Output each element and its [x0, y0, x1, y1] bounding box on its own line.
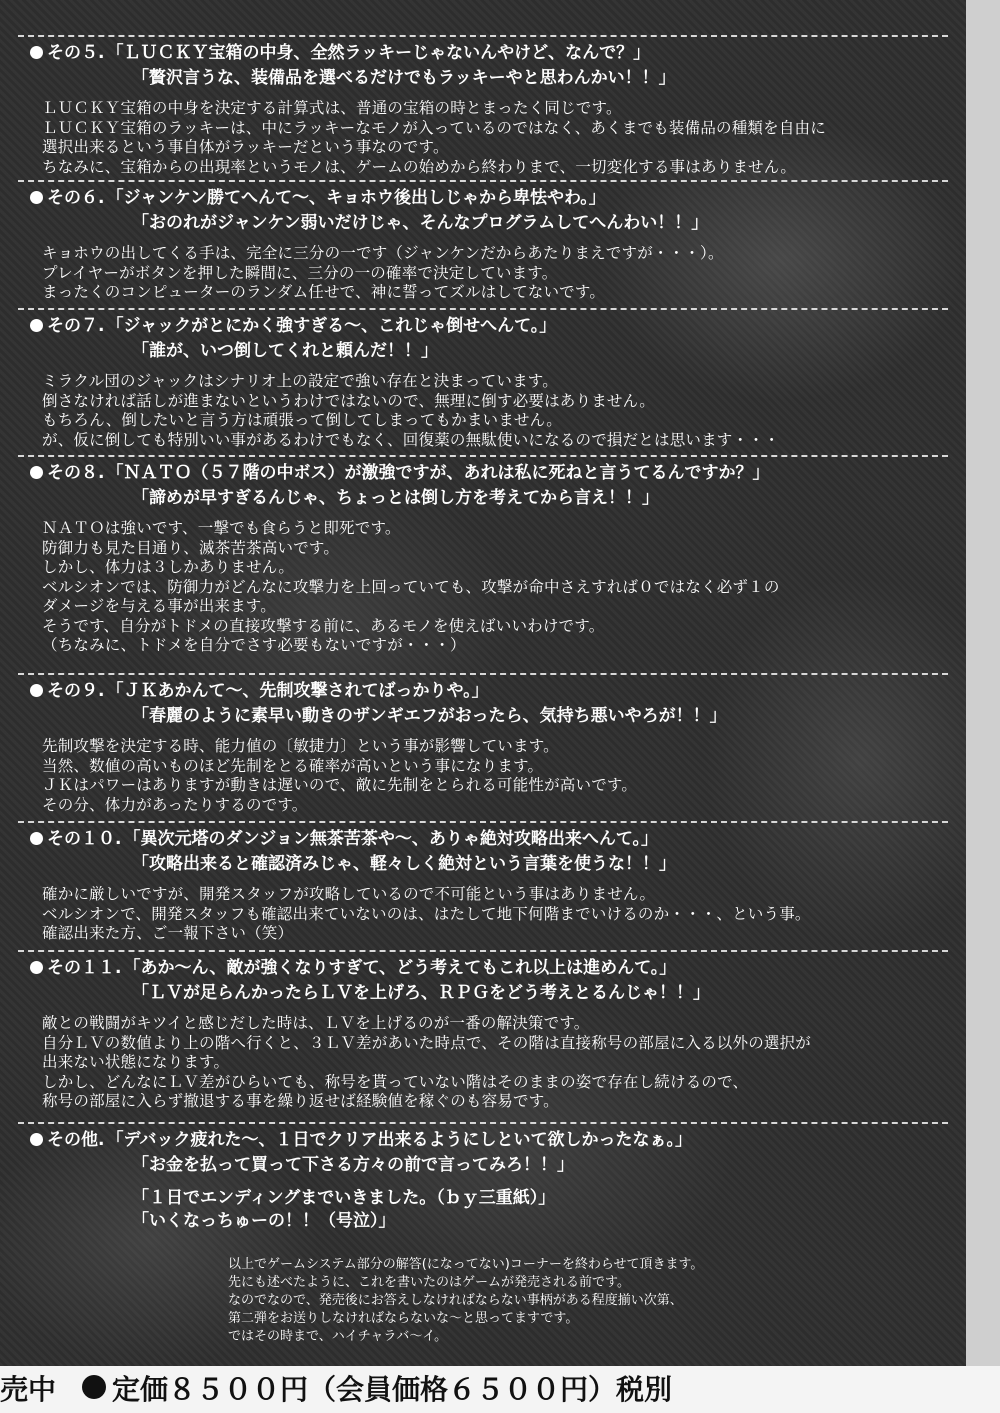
qa-item — [18, 821, 948, 944]
answer-body — [30, 99, 938, 177]
question-text: 「あか～ん、敵が強くなりすぎて、どう考えてもこれ以上は進めんて。」 — [123, 958, 677, 978]
answer-line: （ちなみに、トドメを自分でさす必要もないですが・・・） — [42, 636, 466, 654]
question-line — [30, 829, 938, 850]
bullet-icon — [30, 466, 43, 479]
footer-left-text: 売中 — [0, 1373, 57, 1406]
item-label: その９. — [47, 681, 105, 701]
answer-line: もちろん、倒したいと言う方は頑張って倒してしまってもかまいません。 — [42, 411, 562, 429]
extra-quote: 「いくなっちゅーの！！（号泣）」 — [132, 1211, 396, 1231]
answer-body — [30, 737, 938, 815]
question-line — [30, 681, 938, 702]
price-footer — [0, 1366, 1000, 1413]
answer-line: ダメージを与える事が出来ます。 — [42, 597, 276, 615]
bullet-icon — [30, 191, 43, 204]
question-text: 「デバック疲れた～、１日でクリア出来るようにしといて欲しかったなぁ。」 — [106, 1130, 692, 1150]
bullet-icon — [30, 832, 43, 845]
question-line — [30, 463, 938, 484]
page-margin — [966, 0, 1000, 1366]
item-label: その８. — [47, 463, 105, 483]
item-label: その６. — [47, 188, 105, 208]
answer-body — [30, 244, 938, 303]
reply-text: 「誰が、いつ倒してくれと頼んだ！！」 — [132, 341, 438, 361]
question-text: 「ジャンケン勝てへんて～、キョホウ後出しじゃから卑怯やわ。」 — [106, 188, 606, 208]
answer-line: ベルシオンで、開発スタッフも確認出来ていないのは、はたして地下何階までいけるのか・・・、という事。 — [42, 904, 811, 923]
answer-body — [30, 372, 938, 450]
answer-body — [30, 885, 938, 944]
closing-line: 第二弾をお送りしなければならないな～と思ってますです。 — [228, 1311, 579, 1326]
answer-line: ＬＵＣＫＹ宝箱の中身を決定する計算式は、普通の宝箱の時とまったく同じです。 — [42, 99, 622, 117]
answer-line: その分、体力があったりするのです。 — [42, 795, 308, 814]
reply-text: 「攻略出来ると確認済みじゃ、軽々しく絶対という言葉を使うな！！」 — [132, 854, 676, 874]
qa-item — [18, 455, 948, 656]
closing-line: ではその時まで、ハイチャラバ～イ。 — [228, 1329, 448, 1344]
answer-line: まったくのコンピューターのランダム任せで、神に誓ってズルはしてないです。 — [42, 283, 606, 301]
answer-line: 倒さなければ話しが進まないというわけではないので、無理に倒す必要はありません。 — [42, 391, 655, 410]
reply-text: 「おのれがジャンケン弱いだけじゃ、そんなプログラムしてへんわい！！」 — [132, 213, 709, 233]
question-text: 「ジャックがとにかく強すぎる～、これじゃ倒せへんて。」 — [106, 316, 557, 336]
answer-line: プレイヤーがボタンを押した瞬間に、三分の一の確率で決定しています。 — [42, 263, 558, 282]
item-label: その１０. — [47, 829, 122, 849]
reply-text: 「春麗のように素早い動きのザンギエフがおったら、気持ち悪いやろが！！」 — [132, 706, 727, 726]
question-line — [30, 958, 938, 979]
question-text: 「ＮＡＴＯ（５７階の中ボス）が激強ですが、あれは私に死ねと言うてるんですか？」 — [106, 463, 770, 483]
reply-text: 「贅沢言うな、装備品を選べるだけでもラッキーやと思わんかい！！」 — [132, 68, 676, 88]
question-text: 「ＪＫあかんて～、先制攻撃されてばっかりや。」 — [106, 681, 489, 701]
qa-item — [18, 673, 948, 815]
answer-line: 防御力も見た目通り、滅茶苦茶高いです。 — [42, 538, 340, 557]
answer-line: 当然、数値の高いものほど先制をとる確率が高いという事になります。 — [42, 756, 544, 775]
qa-item — [18, 950, 948, 1112]
extra-quote: 「１日でエンディングまでいきました。（ｂｙ三重紙）」 — [132, 1188, 556, 1208]
item-label: その他. — [47, 1130, 105, 1150]
question-line — [30, 316, 938, 337]
answer-line: 自分ＬＶの数値より上の階へ行くと、３ＬＶ差があいた時点で、その階は直接称号の部屋に入る以外の選択が — [42, 1033, 811, 1052]
reply-text: 「ＬＶが足らんかったらＬＶを上げろ、ＲＰＧをどう考えとるんじゃ！！」 — [132, 983, 710, 1003]
answer-line: 敵との戦闘がキツイと感じだした時は、ＬＶを上げるのが一番の解決策です。 — [42, 1014, 590, 1032]
bullet-icon — [30, 319, 43, 332]
closing-line: なのでなので、発売後にお答えしなければならない事柄がある程度揃い次第、 — [228, 1293, 683, 1308]
answer-line: 称号の部屋に入らず撤退する事を繰り返せば経験値を稼ぐのも容易です。 — [42, 1092, 559, 1110]
question-text: 「異次元塔のダンジョン無茶苦茶や～、ありゃ絶対攻略出来へんて。」 — [123, 829, 659, 849]
bullet-icon — [30, 46, 43, 59]
question-text: 「ＬＵＣＫＹ宝箱の中身、全然ラッキーじゃないんやけど、なんで？」 — [106, 43, 651, 63]
qa-item — [18, 1122, 948, 1232]
answer-line: キョホウの出してくる手は、完全に三分の一です（ジャンケンだからあたりまえですが・・・）。 — [42, 244, 724, 262]
answer-line: そうです、自分がトドメの直接攻撃する前に、あるモノを使えばいいわけです。 — [42, 616, 605, 635]
answer-body — [30, 519, 938, 656]
answer-line: 確かに厳しいですが、開発スタッフが攻略しているので不可能という事はありません。 — [42, 885, 656, 903]
answer-line: ＪＫはパワーはありますが動きは遅いので、敵に先制をとられる可能性が高いです。 — [42, 776, 638, 794]
bullet-icon — [82, 1375, 106, 1399]
bullet-icon — [30, 961, 43, 974]
answer-line: 出来ない状態になります。 — [42, 1053, 230, 1071]
answer-line: ちなみに、宝箱からの出現率というモノは、ゲームの始めから終わりまで、一切変化する事はありません。 — [42, 157, 797, 176]
answer-line: ＮＡＴＯは強いです、一撃でも食らうと即死です。 — [42, 519, 401, 537]
answer-line: 選択出来るという事自体がラッキーだという事なのです。 — [42, 138, 449, 156]
bullet-icon — [30, 1133, 43, 1146]
answer-line: 先制攻撃を決定する時、能力値の〔敏捷力〕という事が影響しています。 — [42, 737, 559, 755]
qa-item — [18, 180, 948, 303]
closing-paragraph — [228, 1256, 828, 1346]
answer-body — [30, 1014, 938, 1112]
answer-line: ＬＵＣＫＹ宝箱のラッキーは、中にラッキーなモノが入っているのではなく、あくまでも装備品の種類を自由に — [42, 118, 826, 137]
question-line — [30, 43, 938, 64]
qa-item — [18, 308, 948, 450]
price-text: 定価８５００円（会員価格６５００円）税別 — [112, 1373, 673, 1406]
answer-line: しかし、体力は３しかありません。 — [42, 558, 295, 576]
bullet-icon — [30, 684, 43, 697]
item-label: その５. — [47, 43, 105, 63]
item-label: その７. — [47, 316, 105, 336]
answer-line: が、仮に倒しても特別いい事があるわけでもなく、回復薬の無駄使いになるので損だとは思います・・・ — [42, 430, 780, 449]
reply-text: 「お金を払って買って下さる方々の前で言ってみろ！！」 — [132, 1155, 574, 1175]
question-line — [30, 1130, 938, 1151]
reply-text: 「諦めが早すぎるんじゃ、ちょっとは倒し方を考えてから言え！！」 — [132, 488, 659, 508]
answer-line: ミラクル団のジャックはシナリオ上の設定で強い存在と決まっています。 — [42, 372, 558, 390]
answer-line: 確認出来た方、ご一報下さい（笑） — [42, 924, 294, 942]
item-label: その１１. — [47, 958, 122, 978]
closing-line: 先にも述べたように、これを書いたのはゲームが発売される前です。 — [228, 1275, 630, 1290]
answer-line: ベルシオンでは、防御力がどんなに攻撃力を上回っていても、攻撃が命中さえすれば０ではなく必ず１の — [42, 577, 780, 596]
question-line — [30, 188, 938, 209]
closing-line: 以上でゲームシステム部分の解答(になってない)コーナーを終わらせて頂きます。 — [228, 1257, 704, 1272]
qa-item — [18, 35, 948, 177]
answer-line: しかし、どんなにＬＶ差がひらいても、称号を貰っていない階はそのままの姿で存在し続けるので、 — [42, 1072, 749, 1091]
